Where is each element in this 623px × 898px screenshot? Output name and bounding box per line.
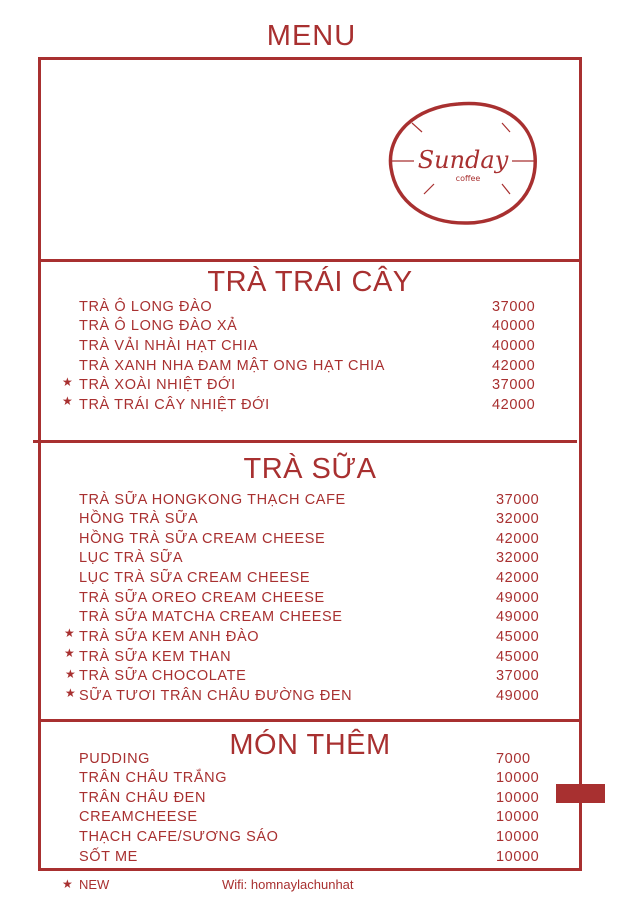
menu-item-name: TRÀ XANH NHA ĐAM MẬT ONG HẠT CHIA bbox=[79, 358, 386, 374]
menu-item-price: 42000 bbox=[496, 531, 540, 547]
menu-item-name: TRÀ SỮA KEM THAN bbox=[79, 649, 232, 665]
menu-item-name: THẠCH CAFE/SƯƠNG SÁO bbox=[79, 829, 279, 845]
menu-item-name: TRÀ SỮA KEM ANH ĐÀO bbox=[79, 629, 260, 645]
menu-item-price: 49000 bbox=[496, 688, 540, 704]
menu-item-price: 42000 bbox=[492, 397, 536, 413]
menu-item-name: LỤC TRÀ SỮA CREAM CHEESE bbox=[79, 570, 311, 586]
menu-item-price: 32000 bbox=[496, 511, 540, 527]
menu-item-price: 37000 bbox=[492, 377, 536, 393]
menu-item-name: SỐT ME bbox=[79, 849, 138, 865]
menu-item-price: 45000 bbox=[496, 629, 540, 645]
logo-sub: coffee bbox=[455, 174, 481, 183]
new-star-icon: ★ bbox=[64, 646, 75, 660]
menu-item-price: 45000 bbox=[496, 649, 540, 665]
side-tab-decoration bbox=[556, 784, 605, 803]
menu-item-name: HỒNG TRÀ SỮA CREAM CHEESE bbox=[79, 531, 326, 547]
menu-item-price: 40000 bbox=[492, 338, 536, 354]
menu-item-name: TRÀ XOÀI NHIỆT ĐỚI bbox=[79, 377, 236, 393]
menu-item-name: SỮA TƯƠI TRÂN CHÂU ĐƯỜNG ĐEN bbox=[79, 688, 353, 704]
menu-item-name: TRÀ SỮA OREO CREAM CHEESE bbox=[79, 590, 325, 606]
new-star-icon: ★ bbox=[64, 626, 75, 640]
section-title-toppings: MÓN THÊM bbox=[229, 729, 391, 761]
divider-logo bbox=[38, 259, 582, 262]
menu-item-name: PUDDING bbox=[79, 751, 151, 767]
divider-milk-tea bbox=[38, 719, 582, 722]
menu-item-name: TRÀ TRÁI CÂY NHIỆT ĐỚI bbox=[79, 397, 270, 413]
menu-item-price: 49000 bbox=[496, 590, 540, 606]
menu-item-price: 40000 bbox=[492, 318, 536, 334]
section-title-fruit-tea: TRÀ TRÁI CÂY bbox=[207, 266, 413, 298]
new-star-icon: ★ bbox=[65, 667, 76, 681]
menu-item-price: 42000 bbox=[492, 358, 536, 374]
menu-item-name: TRÂN CHÂU TRẮNG bbox=[79, 770, 228, 786]
sunday-coffee-logo bbox=[388, 98, 538, 226]
menu-item-price: 7000 bbox=[496, 751, 531, 767]
new-legend-label: NEW bbox=[79, 877, 110, 892]
menu-item-price: 37000 bbox=[496, 668, 540, 684]
menu-item-price: 37000 bbox=[496, 492, 540, 508]
menu-item-name: TRÀ VẢI NHÀI HẠT CHIA bbox=[79, 338, 259, 354]
menu-item-price: 42000 bbox=[496, 570, 540, 586]
menu-item-name: TRÀ Ô LONG ĐÀO bbox=[79, 299, 213, 315]
menu-item-price: 10000 bbox=[496, 829, 540, 845]
menu-item-name: TRÀ SỮA CHOCOLATE bbox=[79, 668, 247, 684]
menu-item-price: 10000 bbox=[496, 770, 540, 786]
menu-item-price: 10000 bbox=[496, 790, 540, 806]
menu-item-name: LỤC TRÀ SỮA bbox=[79, 550, 184, 566]
menu-item-price: 10000 bbox=[496, 809, 540, 825]
menu-item-name: CREAMCHEESE bbox=[79, 809, 198, 825]
new-star-icon: ★ bbox=[65, 686, 76, 700]
menu-item-price: 10000 bbox=[496, 849, 540, 865]
new-star-icon: ★ bbox=[62, 375, 73, 389]
menu-item-price: 37000 bbox=[492, 299, 536, 315]
menu-item-name: TRÀ SỮA MATCHA CREAM CHEESE bbox=[79, 609, 343, 625]
menu-item-name: HỒNG TRÀ SỮA bbox=[79, 511, 199, 527]
new-star-icon: ★ bbox=[62, 394, 73, 408]
section-title-milk-tea: TRÀ SỮA bbox=[243, 453, 377, 485]
menu-item-name: TRÀ SỮA HONGKONG THẠCH CAFE bbox=[79, 492, 346, 508]
logo-brand: Sunday bbox=[417, 146, 509, 174]
wifi-info: Wifi: homnaylachunhat bbox=[222, 877, 354, 892]
new-legend-star-icon: ★ bbox=[62, 877, 73, 891]
menu-title: MENU bbox=[266, 20, 357, 52]
divider-fruit-tea bbox=[33, 440, 577, 443]
menu-item-price: 32000 bbox=[496, 550, 540, 566]
menu-item-name: TRÀ Ô LONG ĐÀO XẢ bbox=[79, 318, 238, 334]
menu-item-name: TRÂN CHÂU ĐEN bbox=[79, 790, 207, 806]
menu-item-price: 49000 bbox=[496, 609, 540, 625]
